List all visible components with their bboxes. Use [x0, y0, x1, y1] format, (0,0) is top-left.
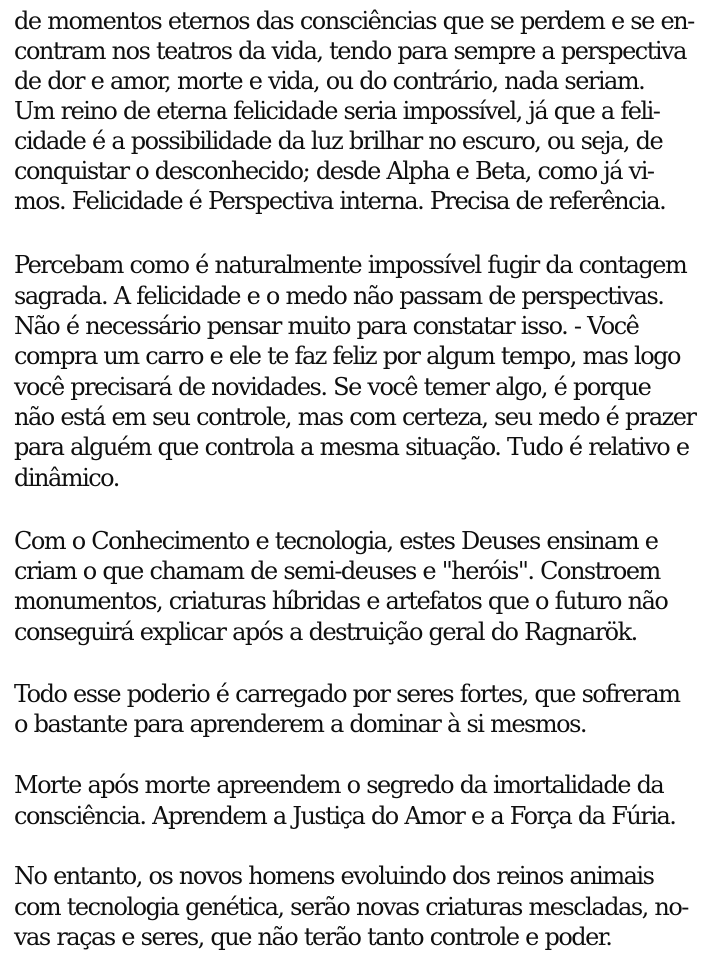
text-line: Morte após morte apreendem o segredo da imortalidade da	[14, 771, 664, 799]
text-line: monumentos, criaturas híbridas e artefatos que o futuro não	[14, 587, 668, 615]
text-line: mos. Felicidade é Perspectiva interna. Precisa de referência.	[14, 187, 666, 215]
text-line: de dor e amor, morte e vida, ou do contrário, nada seriam.	[14, 67, 645, 95]
text-line: No entanto, os novos homens evoluindo dos reinos animais	[14, 862, 654, 890]
text-line: com tecnologia genética, serão novas criaturas mescladas, no-	[14, 893, 688, 921]
text-line: para alguém que controla a mesma situação. Tudo é relativo e	[14, 433, 689, 461]
text-line: você precisará de novidades. Se você temer algo, é porque	[14, 373, 651, 401]
text-line: criam o que chamam de semi-deuses e "heróis". Constroem	[14, 557, 660, 585]
text-line: Um reino de eterna felicidade seria impossível, já que a feli-	[14, 97, 660, 125]
text-line: Com o Conhecimento e tecnologia, estes Deuses ensinam e	[14, 527, 658, 555]
text-line: de momentos eternos das consciências que se perdem e se en-	[14, 7, 694, 35]
text-line: consciência. Aprendem a Justiça do Amor e a Força da Fúria.	[14, 802, 676, 830]
text-line: vas raças e seres, que não terão tanto controle e poder.	[14, 923, 612, 951]
text-line: cidade é a possibilidade da luz brilhar no escuro, ou seja, de	[14, 127, 663, 155]
text-line: sagrada. A felicidade e o medo não passam de perspectivas.	[14, 282, 664, 310]
text-line: conseguirá explicar após a destruição geral do Ragnarök.	[14, 618, 637, 646]
text-line: Percebam como é naturalmente impossível fugir da contagem	[14, 251, 687, 279]
text-line: contram nos teatros da vida, tendo para sempre a perspectiva	[14, 37, 686, 65]
text-line: conquistar o desconhecido; desde Alpha e Beta, como já vi-	[14, 157, 654, 185]
text-line: dinâmico.	[14, 464, 119, 492]
text-line: compra um carro e ele te faz feliz por algum tempo, mas logo	[14, 342, 680, 370]
text-line: Não é necessário pensar muito para constatar isso. - Você	[14, 312, 639, 340]
text-line: o bastante para aprenderem a dominar à si mesmos.	[14, 710, 587, 738]
text-line: Todo esse poderio é carregado por seres fortes, que sofreram	[14, 680, 680, 708]
text-line: não está em seu controle, mas com certeza, seu medo é prazer	[14, 403, 696, 431]
